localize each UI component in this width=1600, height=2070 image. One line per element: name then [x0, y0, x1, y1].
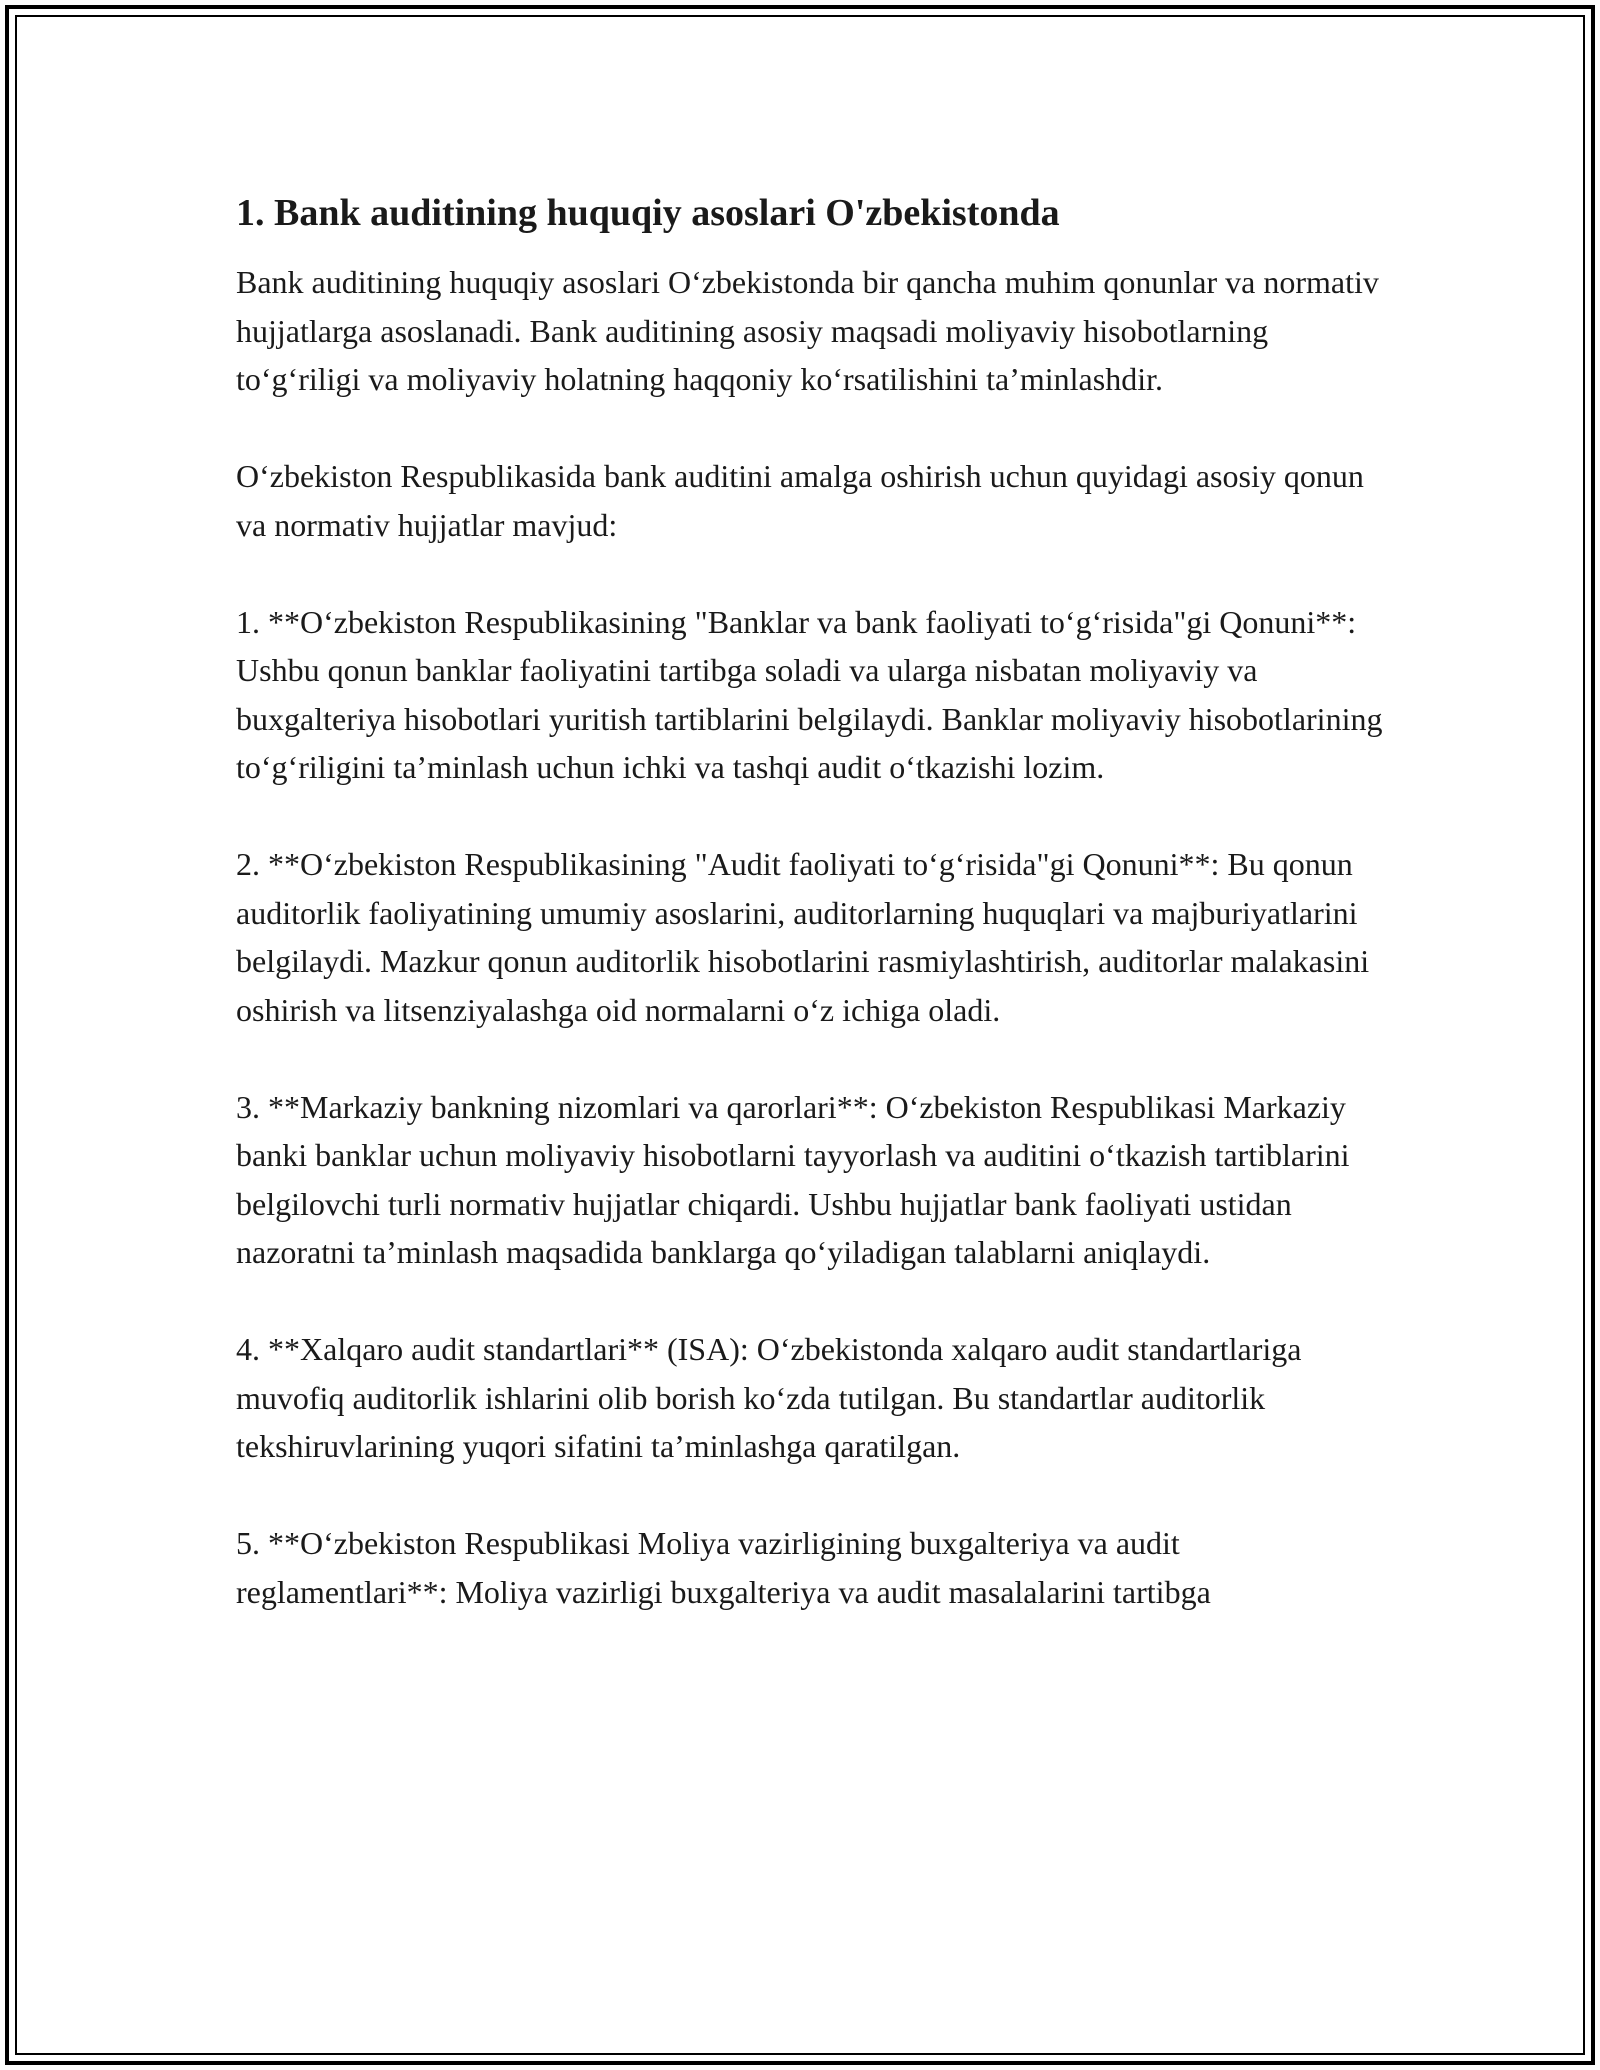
document-body: [236, 188, 1386, 1665]
paragraph-list-intro: O‘zbekiston Respublikasida bank auditini amalga oshirish uchun quyidagi asosiy qonun va normativ hujjatlar mavjud:: [236, 458, 1364, 543]
paragraph-item-5: 5. **O‘zbekiston Respublikasi Moliya vazirligining buxgalteriya va audit reglamentlari**: Moliya vazirligi buxgalteriya va audit masalalarini tartibga: [236, 1525, 1211, 1610]
paragraph-item-2: 2. **O‘zbekiston Respublikasining "Audit faoliyati to‘g‘risida"gi Qonuni**: Bu qonun auditorlik faoliyatining umumiy asoslarini, auditorlarning huquqlari va majburiyatlarini belgilaydi. Mazkur qonun auditorlik hisobotlarini rasmiylashtirish, auditorlar malakasini oshirish va litsenziyalashga oid normalarni o‘z ichiga oladi.: [236, 846, 1370, 1028]
paragraph-item-1: 1. **O‘zbekiston Respublikasining "Banklar va bank faoliyati to‘g‘risida"gi Qonuni**: Ushbu qonun banklar faoliyatini tartibga soladi va ularga nisbatan moliyaviy va buxgalteriya hisobotlari yuritish tartiblarini belgilaydi. Banklar moliyaviy hisobotlarining to‘g‘riligini ta’minlash uchun ichki va tashqi audit o‘tkazishi lozim.: [236, 603, 1383, 785]
document-title: 1. Bank auditining huquqiy asoslari O'zbekistonda: [236, 192, 1060, 234]
paragraph-intro: Bank auditining huquqiy asoslari O‘zbekistonda bir qancha muhim qonunlar va normativ hujjatlarga asoslanadi. Bank auditining asosiy maqsadi moliyaviy hisobotlarning to‘g‘riligi va moliyaviy holatning haqqoniy ko‘rsatilishini ta’minlashdir.: [236, 264, 1379, 397]
paragraph-item-4: 4. **Xalqaro audit standartlari** (ISA): O‘zbekistonda xalqaro audit standartlariga muvofiq auditorlik ishlarini olib borish ko‘zda tutilgan. Bu standartlar auditorlik tekshiruvlarining yuqori sifatini ta’minlashga qaratilgan.: [236, 1331, 1302, 1464]
paragraph-item-3: 3. **Markaziy bankning nizomlari va qarorlari**: O‘zbekiston Respublikasi Markaziy banki banklar uchun moliyaviy hisobotlarni tayyorlash va auditini o‘tkazish tartiblarini belgilovchi turli normativ hujjatlar chiqardi. Ushbu hujjatlar bank faoliyati ustidan nazoratni ta’minlash maqsadida banklarga qo‘yiladigan talablarni aniqlaydi.: [236, 1088, 1350, 1270]
